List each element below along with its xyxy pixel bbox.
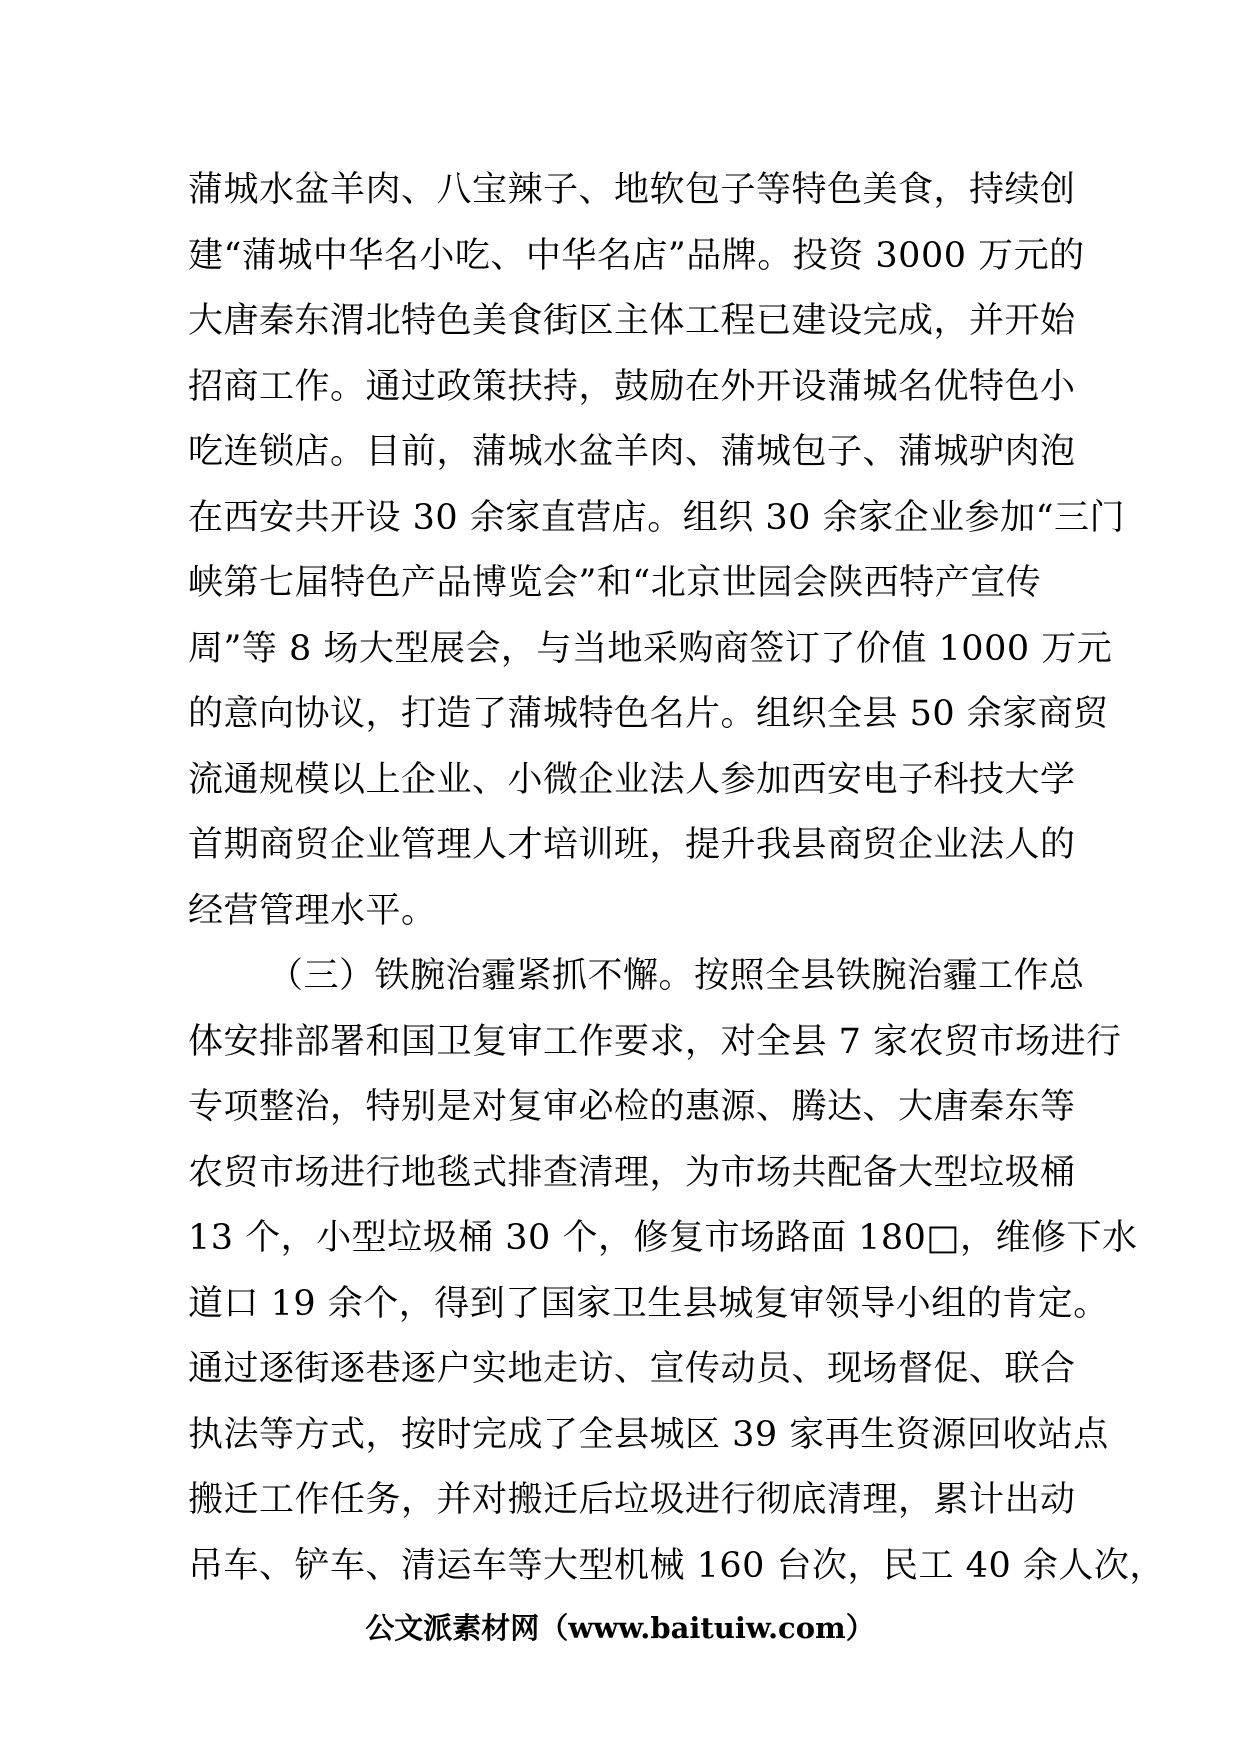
text-line: 13 个，小型垃圾桶 30 个，修复市场路面 180□，维修下水 bbox=[188, 1218, 1138, 1258]
text-line: 农贸市场进行地毯式排查清理，为市场共配备大型垃圾桶 bbox=[188, 1152, 1076, 1193]
text-line: 蒲城水盆羊肉、八宝辣子、地软包子等特色美食，持续创 bbox=[188, 170, 1076, 210]
text-line: 体安排部署和国卫复审工作要求，对全县 7 家农贸市场进行 bbox=[188, 1021, 1122, 1062]
text-line: 建“蒲城中华名小吃、中华名店”品牌。投资 3000 万元的 bbox=[188, 235, 1085, 276]
text-line: 周”等 8 场大型展会，与当地采购商签订了价值 1000 万元 bbox=[188, 628, 1113, 669]
footer-watermark: 公文派素材网（www.baituiw.com） bbox=[365, 1611, 875, 1645]
text-line: 吊车、铲车、清运车等大型机械 160 台次，民工 40 余人次， bbox=[188, 1545, 1165, 1586]
text-line: 在西安共开设 30 余家直营店。组织 30 余家企业参加“三门 bbox=[188, 497, 1125, 538]
document-body bbox=[188, 158, 1165, 1599]
text-line: 专项整治，特别是对复审必检的惠源、腾达、大唐秦东等 bbox=[188, 1087, 1076, 1127]
text-line: 大唐秦东渭北特色美食街区主体工程已建设完成，并开始 bbox=[188, 301, 1076, 341]
text-line: 经营管理水平。 bbox=[188, 890, 437, 931]
text-line: 峡第七届特色产品博览会”和“北京世园会陕西特产宣传 bbox=[188, 563, 1042, 603]
text-line: 的意向协议，打造了蒲城特色名片。组织全县 50 余家商贸 bbox=[188, 694, 1109, 734]
text-line: 搬迁工作任务，并对搬迁后垃圾进行彻底清理，累计出动 bbox=[188, 1480, 1076, 1520]
text-line: 流通规模以上企业、小微企业法人参加西安电子科技大学 bbox=[188, 759, 1076, 800]
text-line: 吃连锁店。目前，蒲城水盆羊肉、蒲城包子、蒲城驴肉泡 bbox=[188, 432, 1076, 472]
text-line: 道口 19 余个，得到了国家卫生县城复审领导小组的肯定。 bbox=[188, 1283, 1109, 1324]
text-line: 首期商贸企业管理人才培训班，提升我县商贸企业法人的 bbox=[188, 825, 1076, 865]
text-line: 通过逐街逐巷逐户实地走访、宣传动员、现场督促、联合 bbox=[188, 1349, 1076, 1389]
text-line: 招商工作。通过政策扶持，鼓励在外开设蒲城名优特色小 bbox=[188, 366, 1076, 407]
text-line: 执法等方式，按时完成了全县城区 39 家再生资源回收站点 bbox=[188, 1414, 1109, 1455]
section-heading-line: （三）铁腕治霾紧抓不懈。按照全县铁腕治霾工作总 bbox=[268, 956, 1085, 996]
